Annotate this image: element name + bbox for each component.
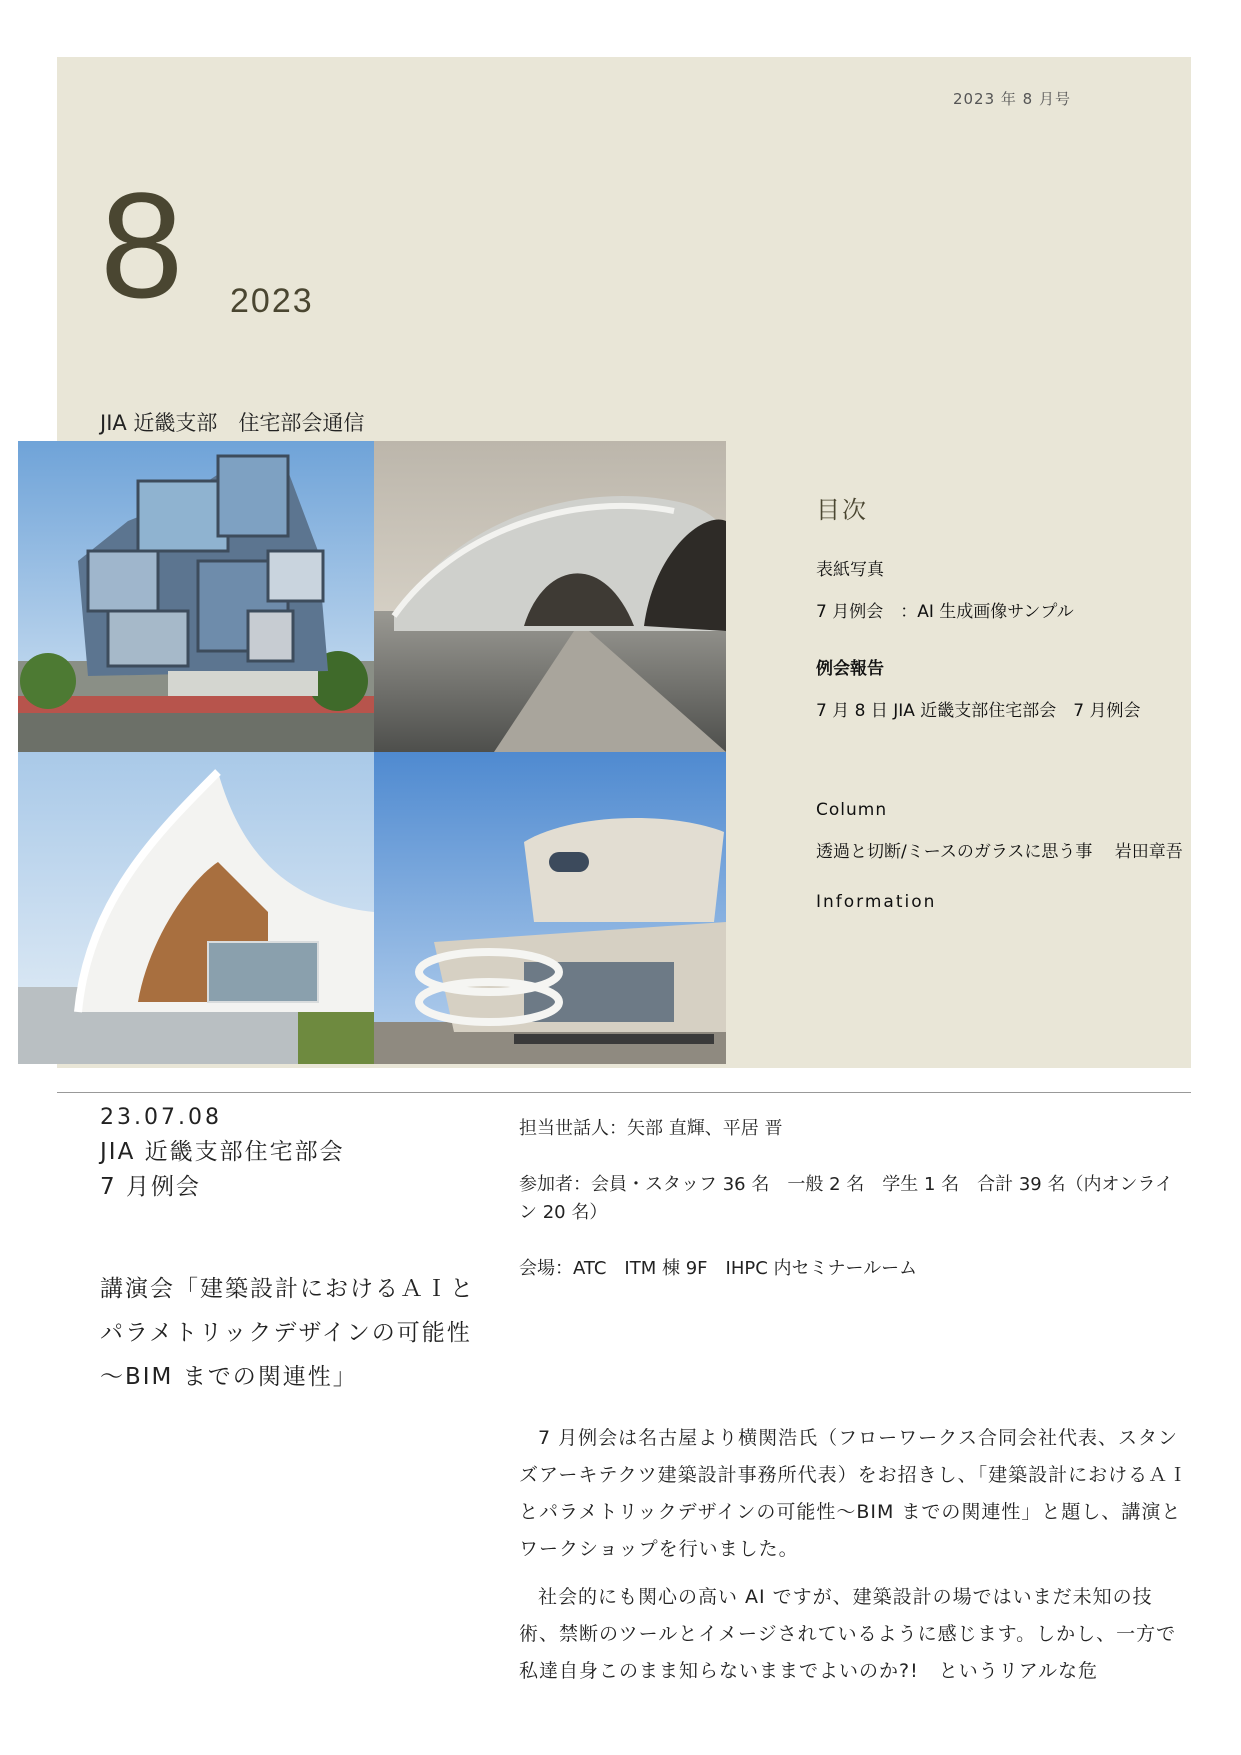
meeting-org: JIA 近畿支部住宅部会: [100, 1139, 345, 1165]
report-body: [519, 1420, 1189, 1701]
report-paragraph-2: 社会的にも関心の高い AI ですが、建築設計の場ではいまだ未知の技術、禁断のツールとイメージされているように感じます。しかし、一方で私達自身このまま知らないままでよいのか?! というリアルな危: [519, 1586, 1177, 1682]
newsletter-title: JIA 近畿支部 住宅部会通信: [100, 411, 365, 435]
cover-photo-2: [374, 441, 726, 752]
participants-line: 参加者：会員・スタッフ 36 名 一般 2 名 学生 1 名 合計 39 名（内オンライン 20 名）: [519, 1174, 1173, 1223]
toc-item-column-title: 透過と切断/ミースのガラスに思う事 岩田章吾: [816, 842, 1183, 862]
toc-heading: 目次: [816, 496, 868, 524]
issue-month: 8: [100, 161, 184, 329]
section-divider: [57, 1092, 1191, 1093]
toc-item-cover-photo: 表紙写真: [816, 560, 884, 580]
meeting-title: 7 月例会: [100, 1174, 201, 1200]
cover-photo-4: [374, 752, 726, 1064]
cover-photo-1: [18, 441, 374, 752]
issue-label: 2023 年 8 月号: [952, 90, 1071, 108]
toc-item-ai-samples: 7 月例会 ：AI 生成画像サンプル: [816, 602, 1074, 622]
meeting-header: [100, 1100, 480, 1399]
venue-line: 会場：ATC ITM 棟 9F IHPC 内セミナールーム: [519, 1258, 918, 1279]
toc-item-july-meeting: 7 月 8 日 JIA 近畿支部住宅部会 7 月例会: [816, 701, 1141, 721]
meeting-details: [519, 1115, 1179, 1311]
meeting-date: 23.07.08: [100, 1105, 222, 1130]
report-paragraph-1: 7 月例会は名古屋より横関浩氏（フローワークス合同会社代表、スタンズアーキテクツ建築設計事務所代表）をお招きし、「建築設計におけるＡＩとパラメトリックデザインの可能性～BIM までの関連性」と題し、講演とワークショップを行いました。: [519, 1427, 1189, 1560]
toc-item-meeting-report: 例会報告: [816, 659, 884, 679]
toc-item-information: Information: [816, 892, 937, 912]
issue-year: 2023: [230, 282, 314, 320]
cover-photo-grid: [18, 441, 726, 1064]
cover-photo-3: [18, 752, 374, 1064]
lecture-title: 講演会「建築設計におけるＡＩとパラメトリックデザインの可能性～BIM までの関連性」: [100, 1276, 475, 1390]
table-of-contents: [816, 490, 1186, 929]
organizer-line: 担当世話人：矢部 直輝、平居 晋: [519, 1118, 783, 1139]
toc-item-column: Column: [816, 800, 888, 820]
